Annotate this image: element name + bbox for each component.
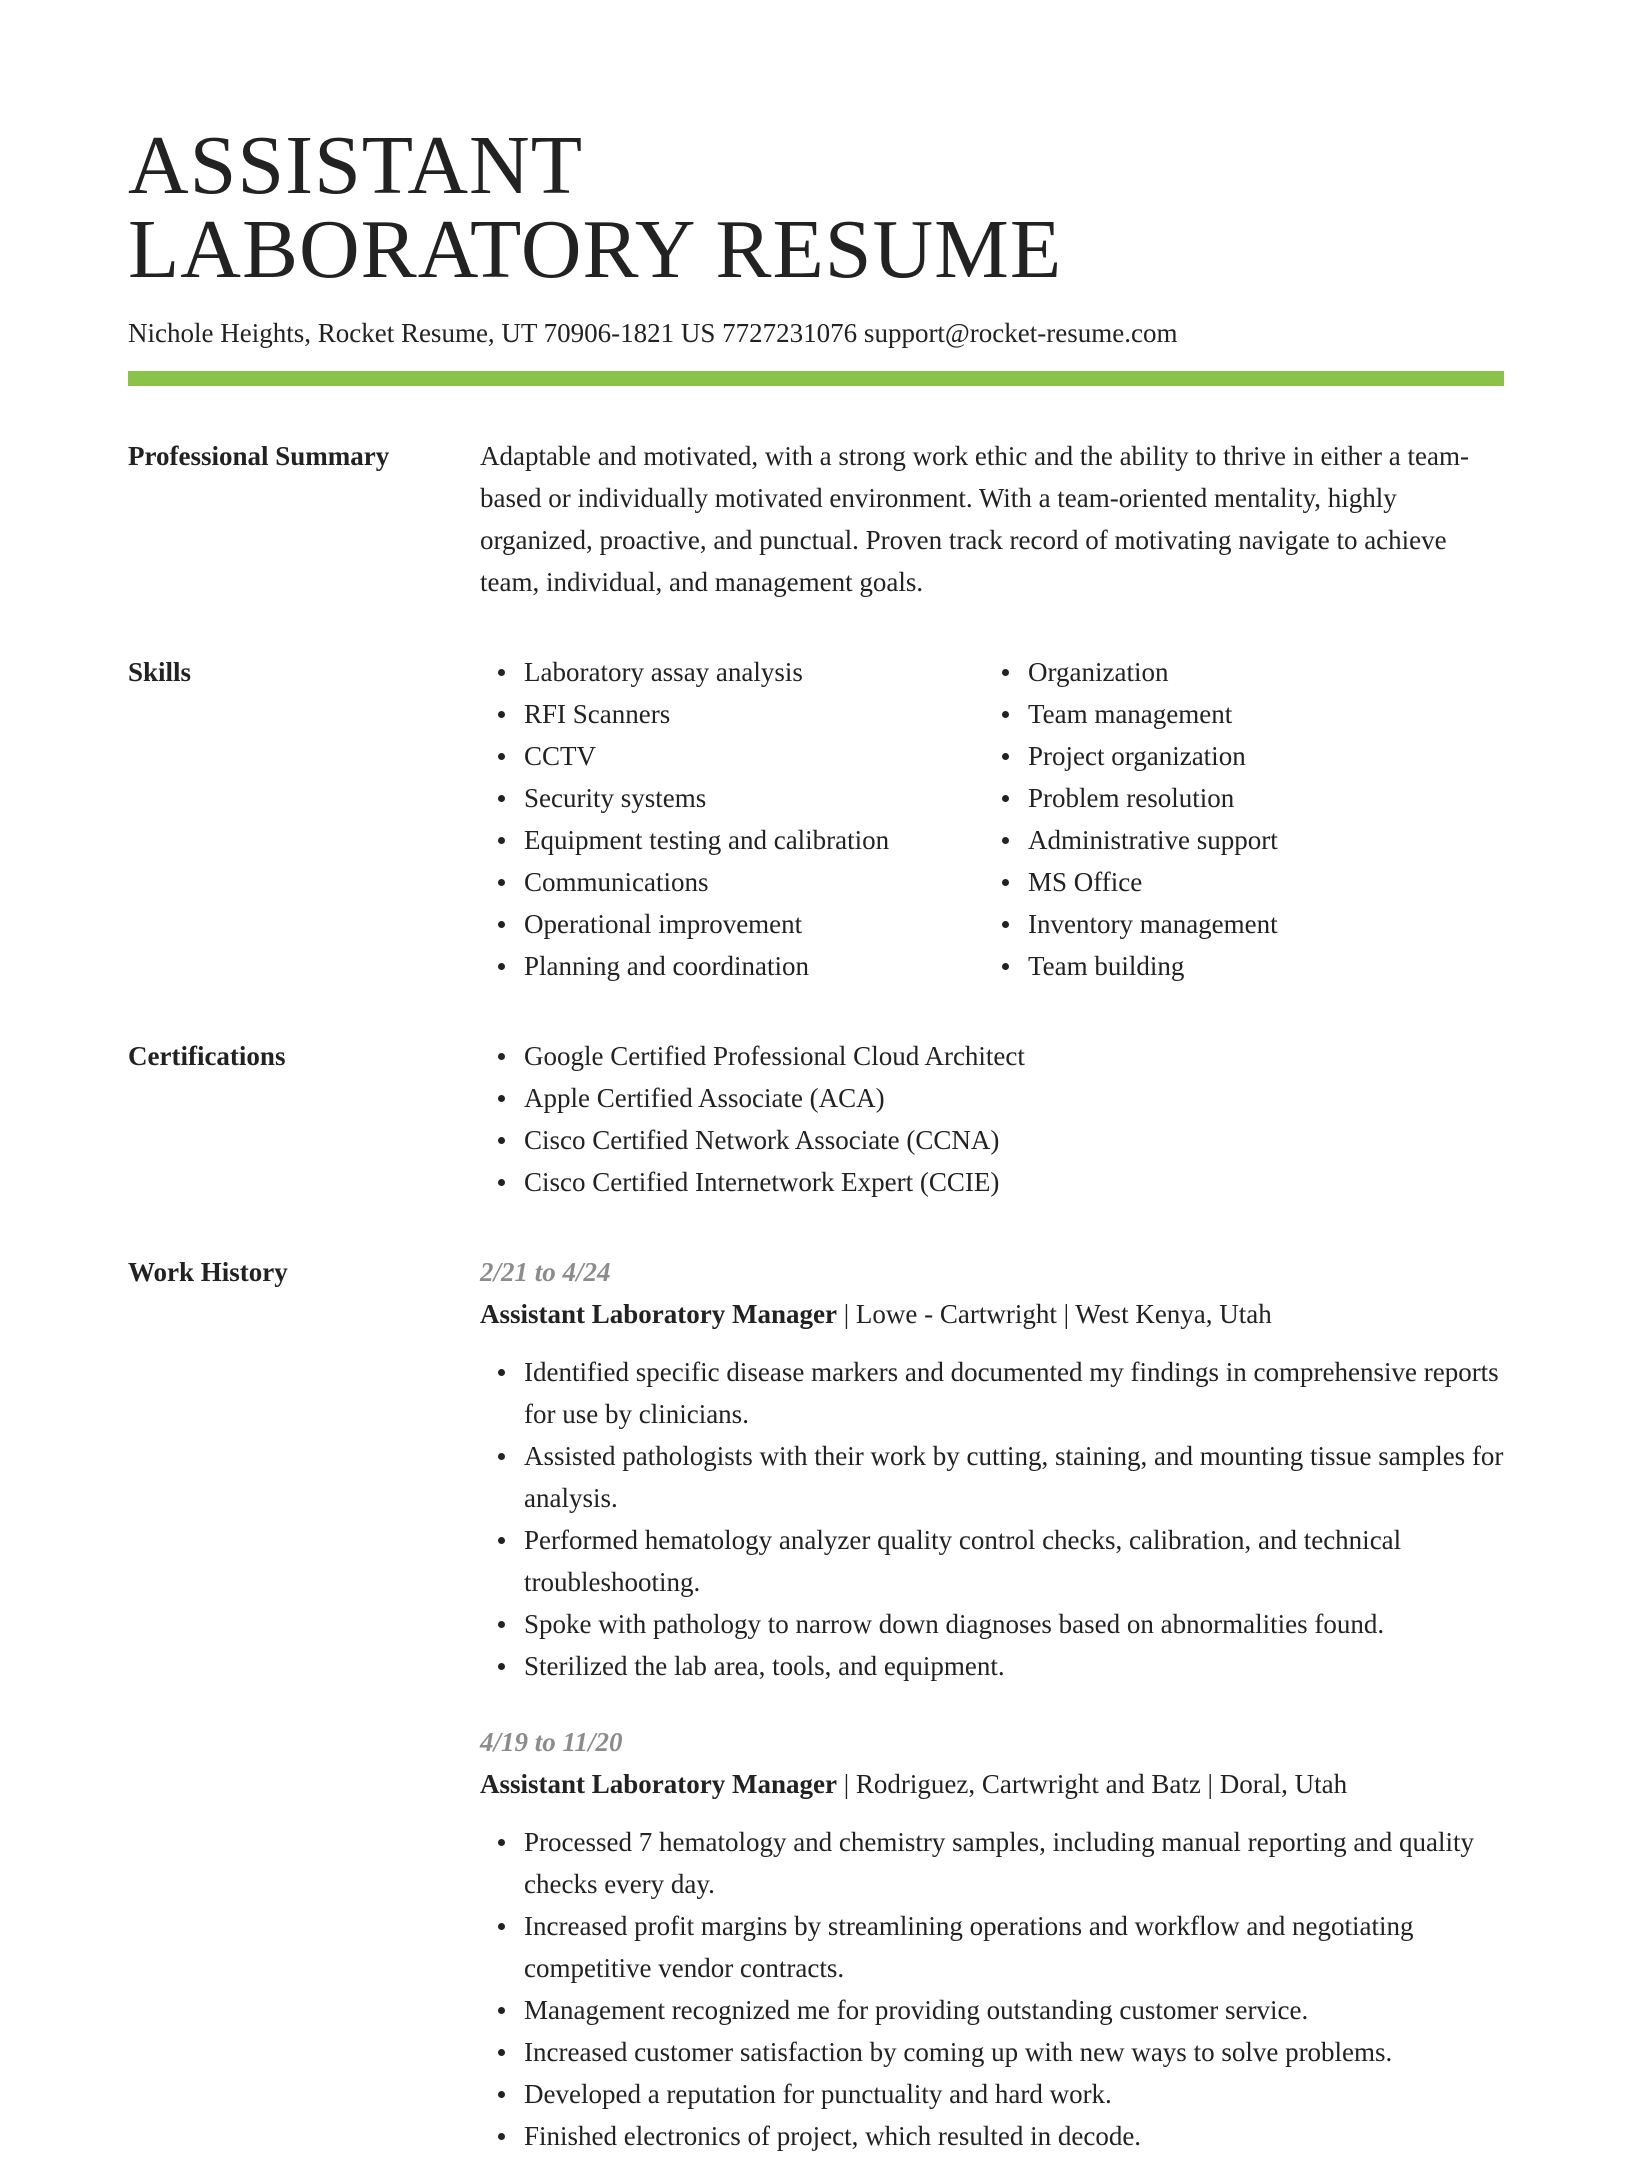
skill-item: MS Office — [1028, 861, 1488, 903]
job-bullets — [480, 1351, 1504, 1687]
summary-label: Professional Summary — [128, 441, 390, 471]
job-bullet: Increased profit margins by streamlining operations and workflow and negotiating competitive vendor contracts. — [524, 1905, 1504, 1989]
job-role: Assistant Laboratory Manager — [480, 1769, 837, 1799]
job-bullet: Processed 7 hematology and chemistry samples, including manual reporting and quality checks every day. — [524, 1821, 1504, 1905]
skills-section — [128, 651, 1504, 987]
job-bullet: Assisted pathologists with their work by cutting, staining, and mounting tissue samples for analysis. — [524, 1435, 1504, 1519]
skill-item: Operational improvement — [524, 903, 984, 945]
work-history-label: Work History — [128, 1257, 288, 1287]
job-bullet: Finished electronics of project, which resulted in decode. — [524, 2115, 1504, 2157]
certifications-section — [128, 1035, 1504, 1203]
skill-item: Security systems — [524, 777, 984, 819]
title-line-2: LABORATORY RESUME — [128, 203, 1063, 296]
certification-item: Google Certified Professional Cloud Architect — [524, 1035, 1504, 1077]
certification-item: Apple Certified Associate (ACA) — [524, 1077, 1504, 1119]
summary-text: Adaptable and motivated, with a strong work ethic and the ability to thrive in either a team-based or individually motivated environment. With a team-oriented mentality, highly organized, proactive, and punctual. Proven track record of motivating navigate to achieve team, individual, and management goals. — [480, 441, 1469, 597]
certification-item: Cisco Certified Internetwork Expert (CCIE) — [524, 1161, 1504, 1203]
skill-item: Organization — [1028, 651, 1488, 693]
skill-item: CCTV — [524, 735, 984, 777]
resume-page — [128, 0, 1504, 2157]
job-bullets — [480, 1821, 1504, 2157]
job-bullet: Increased customer satisfaction by coming up with new ways to solve problems. — [524, 2031, 1504, 2073]
job-bullet: Identified specific disease markers and documented my findings in comprehensive reports for use by clinicians. — [524, 1351, 1504, 1435]
job-bullet: Spoke with pathology to narrow down diagnoses based on abnormalities found. — [524, 1603, 1504, 1645]
skill-item: Equipment testing and calibration — [524, 819, 984, 861]
work-history-section — [128, 1251, 1504, 2157]
job-bullet: Sterilized the lab area, tools, and equipment. — [524, 1645, 1504, 1687]
summary-section — [128, 435, 1504, 603]
skills-list-column-2 — [984, 651, 1488, 987]
skill-item: Problem resolution — [1028, 777, 1488, 819]
job-role: Assistant Laboratory Manager — [480, 1299, 837, 1329]
certifications-label: Certifications — [128, 1041, 286, 1071]
job-heading — [480, 1293, 1504, 1335]
job-entry — [480, 1251, 1504, 1687]
skill-item: RFI Scanners — [524, 693, 984, 735]
job-bullet: Developed a reputation for punctuality and hard work. — [524, 2073, 1504, 2115]
resume-title — [128, 0, 1504, 296]
skill-item: Inventory management — [1028, 903, 1488, 945]
job-heading — [480, 1763, 1504, 1805]
certification-item: Cisco Certified Network Associate (CCNA) — [524, 1119, 1504, 1161]
certifications-list — [480, 1035, 1504, 1203]
skill-item: Planning and coordination — [524, 945, 984, 987]
skills-label: Skills — [128, 657, 192, 687]
job-bullet: Management recognized me for providing outstanding customer service. — [524, 1989, 1504, 2031]
skill-item: Team building — [1028, 945, 1488, 987]
skill-item: Laboratory assay analysis — [524, 651, 984, 693]
skill-item: Administrative support — [1028, 819, 1488, 861]
title-line-1: ASSISTANT — [128, 119, 584, 212]
accent-divider — [128, 371, 1504, 386]
skill-item: Communications — [524, 861, 984, 903]
job-details: | Rodriguez, Cartwright and Batz | Doral, Utah — [836, 1769, 1348, 1799]
skill-item: Team management — [1028, 693, 1488, 735]
job-dates: 4/19 to 11/20 — [480, 1727, 623, 1757]
job-bullet: Performed hematology analyzer quality control checks, calibration, and technical troubleshooting. — [524, 1519, 1504, 1603]
skills-list-column-1 — [480, 651, 984, 987]
skill-item: Project organization — [1028, 735, 1488, 777]
job-entry — [480, 1721, 1504, 2157]
job-dates: 2/21 to 4/24 — [480, 1257, 611, 1287]
job-details: | Lowe - Cartwright | West Kenya, Utah — [836, 1299, 1272, 1329]
contact-line: Nichole Heights, Rocket Resume, UT 70906-1821 US 7727231076 support@rocket-resume.com — [128, 318, 1178, 348]
